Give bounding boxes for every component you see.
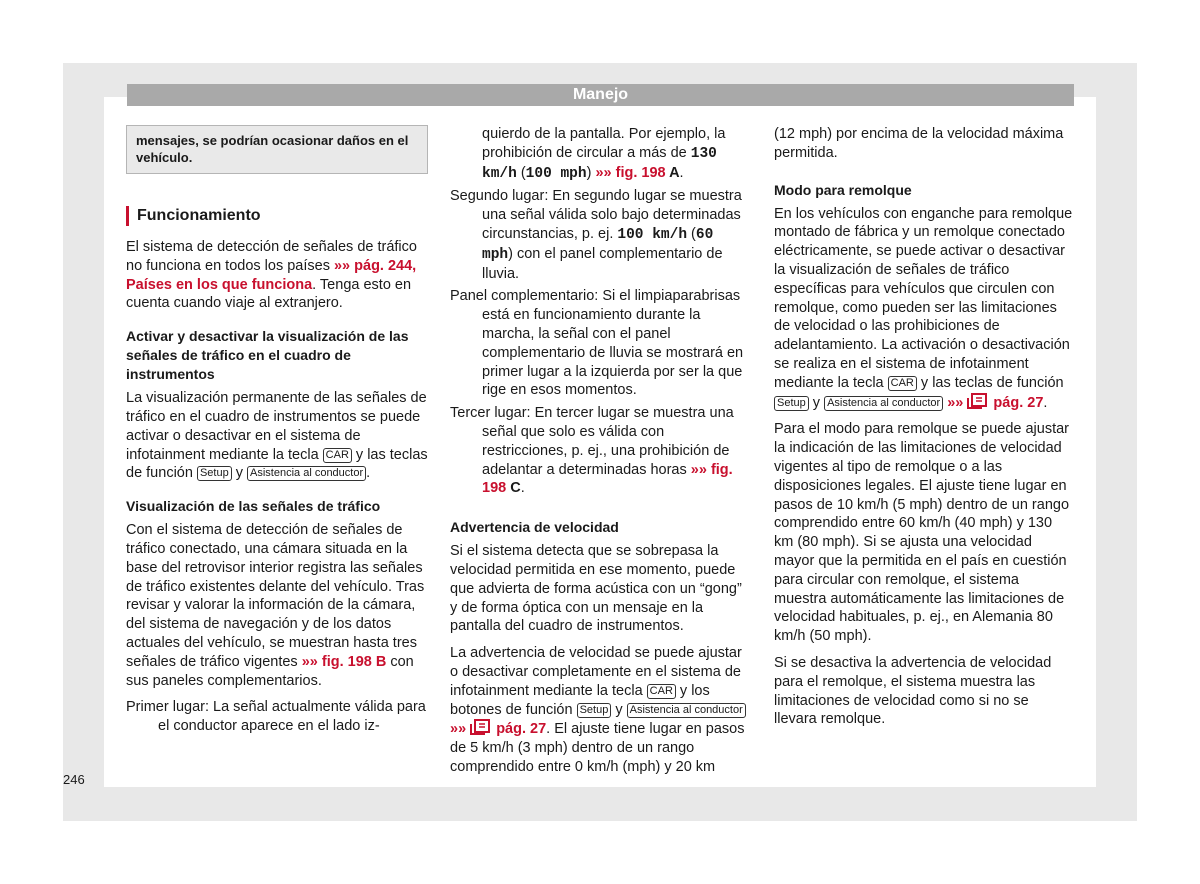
paragraph-trailer-1: En los vehículos con enganche para remolque montado de fábrica y un remolque conectado eléctricamente, se puede activar o desactivar la visualización de señales de tráfico específicas para vehículos que circulen con remolque, como pueden ser las limitaciones de velocidad o las prohibiciones de adelantamiento. La activación o desactivación se realiza en el sistema de infotainment mediante la tecla CAR y las teclas de función Setup y Asistencia al conductor »» pág. 27.: [774, 205, 1073, 411]
fig-ref-link[interactable]: »» fig. 198 B: [301, 653, 387, 670]
warning-box: mensajes, se podrían ocasionar daños en el vehículo.: [126, 125, 428, 174]
car-key-icon: CAR: [323, 448, 352, 463]
paragraph-speed-2: La advertencia de velocidad se puede ajustar o desactivar completamente en el sistema de infotainment mediante la tecla CAR y los botones de función Setup y Asistencia al conductor »» pág. 27. El ajuste tiene lugar en pasos de 5 km/h (3 mph) dentro de un rango comprendido entre 0 km/h (mph) y 20 km: [450, 645, 745, 775]
car-key-icon: CAR: [647, 684, 676, 699]
setup-key-icon: Setup: [577, 703, 612, 718]
car-key-icon: CAR: [888, 376, 917, 391]
paragraph-activate: La visualización permanente de las señales de tráfico en el cuadro de instrumentos se puede activar o desactivar en el sistema de infotainment mediante la tecla CAR y las teclas de función Setup y Asistencia al conductor .: [126, 390, 428, 482]
fig-ref-link[interactable]: »» fig. 198: [482, 461, 733, 497]
list-item-first-place: Primer lugar: La señal actualmente válida para el conductor aparece en el lado iz-: [126, 699, 426, 735]
paragraph-display: Con el sistema de detección de señales de tráfico conectado, una cámara situada en la base del retrovisor interior registra las señales de tráfico existentes delante del vehículo. Tras revisar y valorar la información de la cámara, del sistema de navegación y de los datos actuales del vehículo, se muestran hasta tres señales de tráfico vigentes »» fig. 198 B con sus paneles complementarios.: [126, 522, 425, 689]
driver-assist-key-icon: Asistencia al conductor: [627, 703, 746, 718]
section-title: Funcionamiento: [126, 206, 428, 226]
subheading-display: Visualización de las señales de tráfico: [126, 498, 381, 515]
column-3: [774, 125, 1074, 737]
paragraph-trailer-3: Si se desactiva la advertencia de velocidad para el remolque, el sistema muestra las limitaciones de velocidad como si no se llevara remolque.: [774, 654, 1052, 728]
book-ref-icon: [967, 393, 989, 409]
fig-ref-link[interactable]: »» fig. 198: [595, 164, 666, 181]
subheading-activate: Activar y desactivar la visualización de las señales de tráfico en el cuadro de instrumentos: [126, 328, 409, 383]
chapter-header: Manejo: [127, 84, 1074, 106]
column-2: [450, 125, 750, 785]
column-1: [126, 125, 428, 740]
setup-key-icon: Setup: [774, 396, 809, 411]
book-ref-icon: [470, 719, 492, 735]
list-item-third-place: Tercer lugar: En tercer lugar se muestra una señal que solo es válida con restricciones, p. ej., una prohibición de adelantar a determinadas horas »» fig. 198 C.: [450, 405, 734, 497]
subheading-trailer: Modo para remolque: [774, 181, 912, 198]
list-item-second-place: Segundo lugar: En segundo lugar se muestra una señal válida solo bajo determinadas circunstancias, p. ej. 100 km/h (60 mph) con el panel complementario de lluvia.: [450, 188, 742, 282]
page-ref-link[interactable]: »» pág. 244, Países en los que funciona: [126, 257, 417, 293]
paragraph-speed-1: Si el sistema detecta que se sobrepasa la velocidad permitida en ese momento, puede que advierta de forma acústica con un “gong” y de forma óptica con un mensaje en la pantalla del cuadro de instrumentos.: [450, 543, 742, 635]
page-ref-link[interactable]: pág. 27: [989, 394, 1044, 411]
setup-key-icon: Setup: [197, 466, 232, 481]
subheading-speed-warning: Advertencia de velocidad: [450, 519, 619, 536]
list-item-first-place-cont: quierdo de la pantalla. Por ejemplo, la prohibición de circular a más de 130 km/h (100 mph) »» fig. 198 A.: [482, 126, 726, 182]
page-number: 246: [63, 772, 85, 787]
paragraph-cont: (12 mph) por encima de la velocidad máxima permitida.: [774, 126, 1064, 161]
paragraph-intro: El sistema de detección de señales de tráfico no funciona en todos los países »» pág. 244, Países en los que funciona. Tenga esto en cuenta cuando viaje al extranjero.: [126, 239, 417, 312]
page-ref-link[interactable]: pág. 27: [492, 721, 547, 738]
list-item-panel: Panel complementario: Si el limpiaparabrisas está en funcionamiento durante la marcha, la señal con el panel complementario de lluvia se mostrará en primer lugar a la izquierda por ser la que rige en esos momentos.: [450, 288, 744, 399]
driver-assist-key-icon: Asistencia al conductor: [824, 396, 943, 411]
paragraph-trailer-2: Para el modo para remolque se puede ajustar la indicación de las limitaciones de velocidad vigentes al tipo de remolque o a las disposiciones legales. El ajuste tiene lugar en pasos de 10 km/h (5 mph) dentro de un rango comprendido entre 60 km/h (40 mph) y 130 km (80 mph). Si se ajusta una velocidad mayor que la permitida en el país en cuestión para circular con remolque, el sistema muestra automáticamente las limitaciones de velocidad habituales, p. ej., en Alemania 80 km/h (50 mph).: [774, 421, 1070, 645]
driver-assist-key-icon: Asistencia al conductor: [247, 466, 366, 481]
